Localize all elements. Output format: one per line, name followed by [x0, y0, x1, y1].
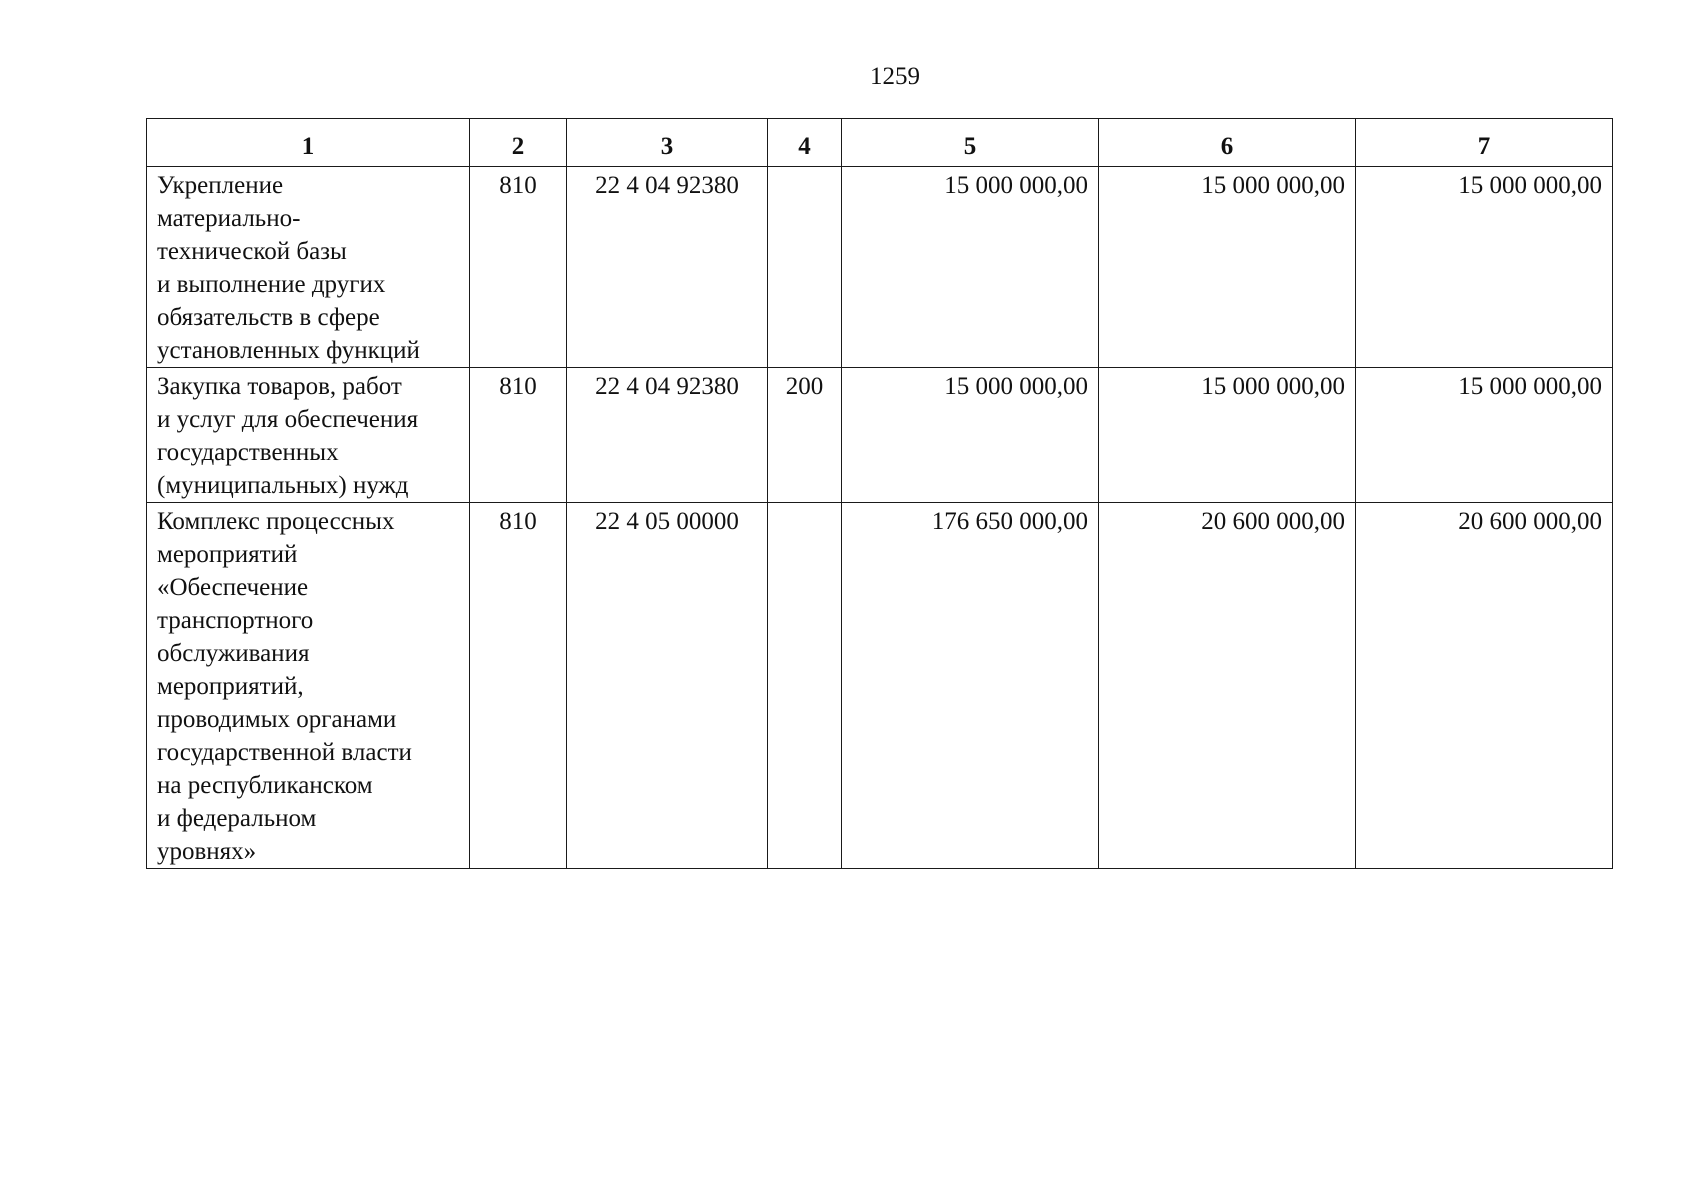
code-2-cell: 810 — [470, 368, 567, 503]
table-row — [147, 368, 1613, 503]
table-header — [147, 119, 1613, 167]
code-4-cell — [768, 167, 842, 368]
code-3-cell: 22 4 04 92380 — [567, 368, 768, 503]
row-name-cell — [147, 368, 470, 503]
page-number: 1259 — [870, 63, 920, 90]
row-name: Укрепление материально- технической базы и выполнение других обязательств в сфере установленных функций — [157, 172, 420, 364]
amount-7-cell: 20 600 000,00 — [1356, 503, 1613, 869]
amount-5-cell: 176 650 000,00 — [842, 503, 1099, 869]
amount-5-cell: 15 000 000,00 — [842, 368, 1099, 503]
code-4-cell: 200 — [768, 368, 842, 503]
code-3-cell: 22 4 04 92380 — [567, 167, 768, 368]
code-4-cell — [768, 503, 842, 869]
column-header-6: 6 — [1099, 119, 1356, 167]
code-3-cell: 22 4 05 00000 — [567, 503, 768, 869]
row-name: Комплекс процессных мероприятий «Обеспечение транспортного обслуживания мероприятий, проводимых органами государственной власти на республиканском и федеральном уровнях» — [157, 508, 412, 865]
budget-table — [146, 118, 1613, 869]
column-header-3: 3 — [567, 119, 768, 167]
column-header-7: 7 — [1356, 119, 1613, 167]
code-2-cell: 810 — [470, 503, 567, 869]
amount-6-cell: 15 000 000,00 — [1099, 167, 1356, 368]
header-row — [147, 119, 1613, 167]
amount-6-cell: 20 600 000,00 — [1099, 503, 1356, 869]
amount-5-cell: 15 000 000,00 — [842, 167, 1099, 368]
amount-7-cell: 15 000 000,00 — [1356, 167, 1613, 368]
table-row — [147, 167, 1613, 368]
amount-7-cell: 15 000 000,00 — [1356, 368, 1613, 503]
table-row — [147, 503, 1613, 869]
table-body — [147, 167, 1613, 869]
amount-6-cell: 15 000 000,00 — [1099, 368, 1356, 503]
row-name: Закупка товаров, работ и услуг для обеспечения государственных (муниципальных) нужд — [157, 373, 419, 499]
row-name-cell — [147, 167, 470, 368]
code-2-cell: 810 — [470, 167, 567, 368]
column-header-4: 4 — [768, 119, 842, 167]
row-name-cell — [147, 503, 470, 869]
column-header-5: 5 — [842, 119, 1099, 167]
column-header-1: 1 — [147, 119, 470, 167]
column-header-2: 2 — [470, 119, 567, 167]
